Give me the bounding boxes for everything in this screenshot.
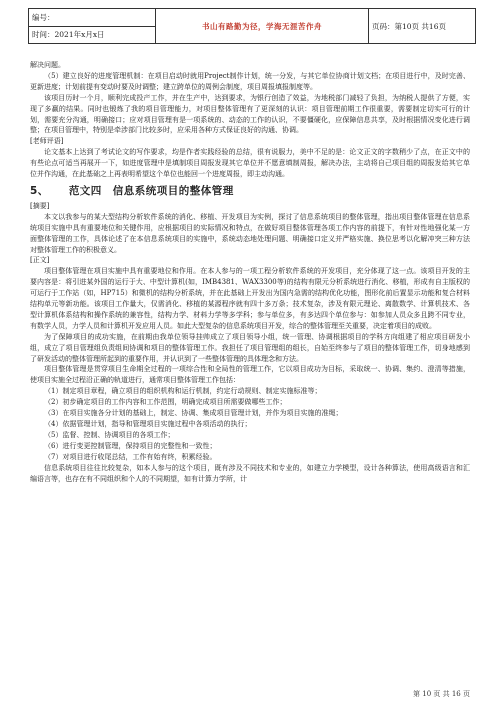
section-title: 范文四 信息系统项目的整体管理 — [68, 184, 234, 197]
motto-banner: 书山有路勤为径，学海无涯苦作舟 — [156, 9, 369, 44]
list-item: （7）对项目进行收尾总结，工作有始有终，积累经验。 — [44, 452, 217, 461]
paragraph: （5）建立良好的进度管理机制：在项目启动时就用Project制作计划，统一分发，与其它单位协商计划文档；在项目进行中，及时完善、更新进度；计划前提有变动时要及时调整；建立跨单位的周例会制度，项目周报填报制度等。 — [30, 71, 470, 91]
header-table — [28, 8, 476, 44]
abstract-tag: [摘要] — [30, 201, 50, 210]
paragraph: 项目整体管理在项目实施中具有重要地位和作用。在本人参与的一项工程分析软件系统的开发项目，充分体现了这一点。该项目开发的主要内容是：将引进某外国的运行于大、中型计算机(如，IMB4381、WAX3300等)的结构有限元分析系统进行消化、移植，形成有自主版权的可运行于工作站（如，HP715）和微机的结构分析系统，并在此基础上开发出为国内急需的结构优化功能，图形化前后置显示功能和复合材料结构单元等新功能。该项目工作量大，仅需消化、移植的某源程序就有四十多万条；技术复杂，涉及有限元理论、离散数学、计算机技术、各型计算机体系结构和操作系统的兼容性，结构力学、材料力学等多学科；参与单位多，有多达四个单位参与：如参加人员众多且跨不同专业，有数学人员，力学人员和计算机开发应用人员。如此大型复杂的信息系统项目开发，综合的整体管理至关重要，决定着项目的成败。 — [30, 267, 470, 330]
page-footer: 第 10 页 共 16 页 — [413, 690, 470, 698]
list-item: （4）依据管理计划，指导和管理项目实施过程中各项活动的执行； — [44, 420, 252, 428]
list-item: （1）制定项目章程，确立项目的组织机构和运行机制，约定行动规则、制定实施标准等； — [44, 387, 322, 396]
paragraph: 解决问题。 — [30, 61, 65, 69]
paragraph: 论文基本上达到了考试论文的写作要求，均是作者实践经验的总结，很有说服力，美中不足的是：论文正文的字数稍少了点，在正文中的有些论点可适当再展开一下，如进度管理中是填制项目周报发现其它单位并不愿意填制周报，解决办法，主动将自己项目组的周报发给其它单位并作沟通，在此基础之上再表明希望这个单位也能回一个进度周报，即主动沟通。 — [30, 148, 470, 179]
paragraph: 信息系统项目往往比较复杂，如本人参与的这个项目，既有涉及不同技术和专业的，如建立力学模型，设计各种算法，使用高级语言和汇编语言等，也存在有不同组织和个人的不同期望，如有计算力学所，计 — [30, 463, 470, 483]
body-tag: [正文] — [30, 256, 50, 265]
list-item: （6）进行变更控制管理，保持项目的完整性和一致性； — [44, 441, 217, 450]
paragraph: 项目整体管理是贯穿项目生命期全过程的一项综合性和全局性的管理工作，它以项目成功为目标，采取统一、协调、集约、澄清等措施，使项目实施全过程沿正确的轨道进行，通常项目整体管理工作包括： — [30, 365, 470, 385]
page-label: 页码：第10页 共16页 — [369, 9, 476, 44]
list-item: （2）初步确定项目的工作内容和工作范围，明确完成项目所需要做哪些工作； — [44, 398, 287, 407]
document-body — [30, 60, 470, 484]
paragraph: 该项目历时一个月，顺利完成投产工作，并在生产中，达到要求，为银行创造了效益，为地税部门减轻了负担，为纳税人提供了方便，实现了多赢的结果。同时也锻炼了我的项目管理能力，对项目整体管理有了更深刻的认识：项目管理前期工作很重要，需要制定切实可行的计划，需要充分沟通，明确接口；应对项目管理有是一项系统的、动态的工作的认识，不要僵硬化，应保障信息共享，及时根据情况变化进行调整；在项目管理中，特别是牵涉部门比较多时，应采用各种方式保证良好的沟通、协调。 — [30, 93, 470, 135]
teacher-comment-tag: [老师评语] — [30, 137, 64, 146]
section-heading — [30, 186, 470, 197]
section-number: 5、 — [30, 184, 49, 197]
number-label: 编号： — [29, 9, 156, 27]
list-item: （3）在项目实施各分计划的基础上，制定、协调、集成项目管理计划，并作为项目实施的准绳； — [44, 409, 343, 418]
list-item: （5）监督、控制、协调项目的各项工作； — [44, 430, 175, 439]
paragraph: 本文以我参与的某大型结构分析软件系统的消化、移植、开发项目为实例，探讨了信息系统项目的整体管理，指出项目整体管理在信息系统项目实施中具有重要地位和关键作用，应根据项目的实际情况和特点，在做好项目整体管理各项工作内容的前提下，有针对性地强化某一方面整体管理的工作，具体论述了在本信息系统项目的实施中，系统动态地处理问题、明确接口定义并严格实施、换位思考以化解冲突三种方法对整体管理工作的积极意义。 — [30, 212, 470, 254]
paragraph: 为了保障项目的成功实施，在前期由我单位领导挂帅成立了项目领导小组，统一管理、协调根据项目的学科方向组建了相应项目研发小组，成立了项目管理组负责组间协调和项目的整体管理工作。我担任了项目管理组的组长，自始至终参与了项目的整体管理工作，切身地感到了研发活动的整体管理所起到的重要作用，并认识到了一些整体管理的具体理念和方法。 — [30, 332, 470, 363]
time-label: 时间：2021年x月x日 — [29, 26, 156, 44]
page-header — [28, 8, 476, 48]
